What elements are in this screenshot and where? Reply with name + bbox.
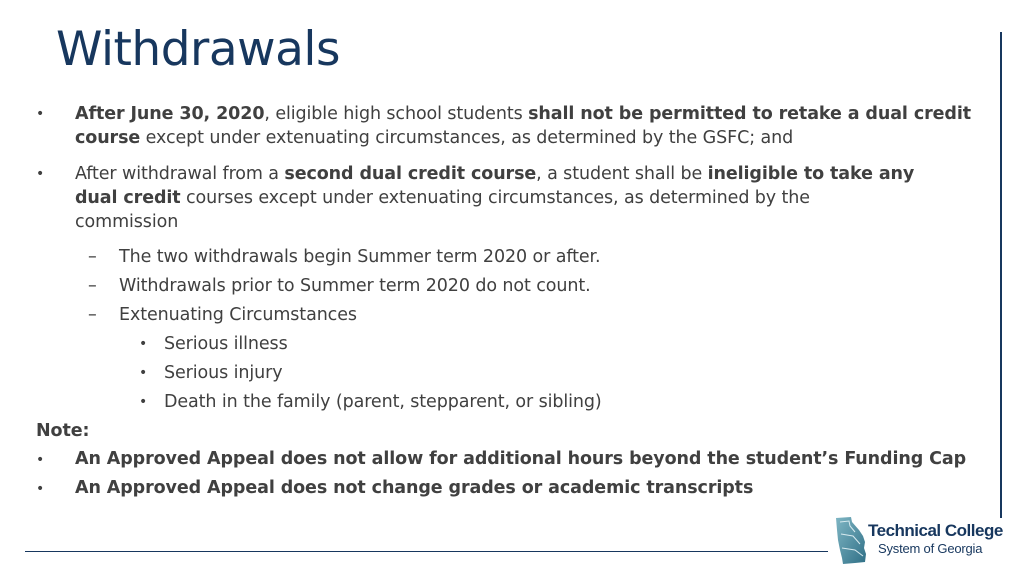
bullet-2-line-1: After withdrawal from a second dual credit course, a student shall be ineligible to take any (75, 164, 915, 184)
dash-marker: – (88, 305, 97, 325)
sub-item: The two withdrawals begin Summer term 2020 or after. (119, 247, 601, 267)
bullet-marker: • (36, 481, 45, 497)
bullet-marker: • (139, 394, 148, 410)
sub-item: Withdrawals prior to Summer term 2020 do not count. (119, 276, 591, 296)
note-label: Note: (36, 421, 90, 441)
note-item: An Approved Appeal does not allow for additional hours beyond the student’s Funding Cap (75, 449, 966, 469)
bullet-marker: • (139, 365, 148, 381)
note-item: An Approved Appeal does not change grades or academic transcripts (75, 478, 754, 498)
dash-marker: – (88, 247, 97, 267)
bullet-marker: • (36, 166, 45, 182)
logo-line-2: System of Georgia (878, 541, 983, 556)
bullet-2-line-2: dual credit courses except under extenuating circumstances, as determined by the (75, 188, 810, 208)
bullet-1-line-1: After June 30, 2020, eligible high school students shall not be permitted to retake a dual credit (75, 104, 971, 124)
bullet-marker: • (36, 452, 45, 468)
bottom-horizontal-rule (25, 551, 828, 552)
bullet-2-line-3: commission (75, 212, 179, 232)
circumstance-item: Death in the family (parent, stepparent, or sibling) (164, 392, 602, 412)
dash-marker: – (88, 276, 97, 296)
bullet-marker: • (139, 336, 148, 352)
logo-line-1: Technical College (868, 521, 1003, 540)
tcsg-logo (833, 514, 1008, 570)
circumstance-item: Serious injury (164, 363, 283, 383)
bullet-marker: • (36, 106, 45, 122)
bullet-1-bold-lead: After June 30, 2020 (75, 104, 265, 124)
slide-title: Withdrawals (56, 22, 340, 77)
circumstance-item: Serious illness (164, 334, 288, 354)
sub-item: Extenuating Circumstances (119, 305, 357, 325)
georgia-state-icon (833, 514, 869, 570)
bullet-1-line-2: course except under extenuating circumstances, as determined by the GSFC; and (75, 128, 794, 148)
right-vertical-rule (1000, 32, 1002, 518)
